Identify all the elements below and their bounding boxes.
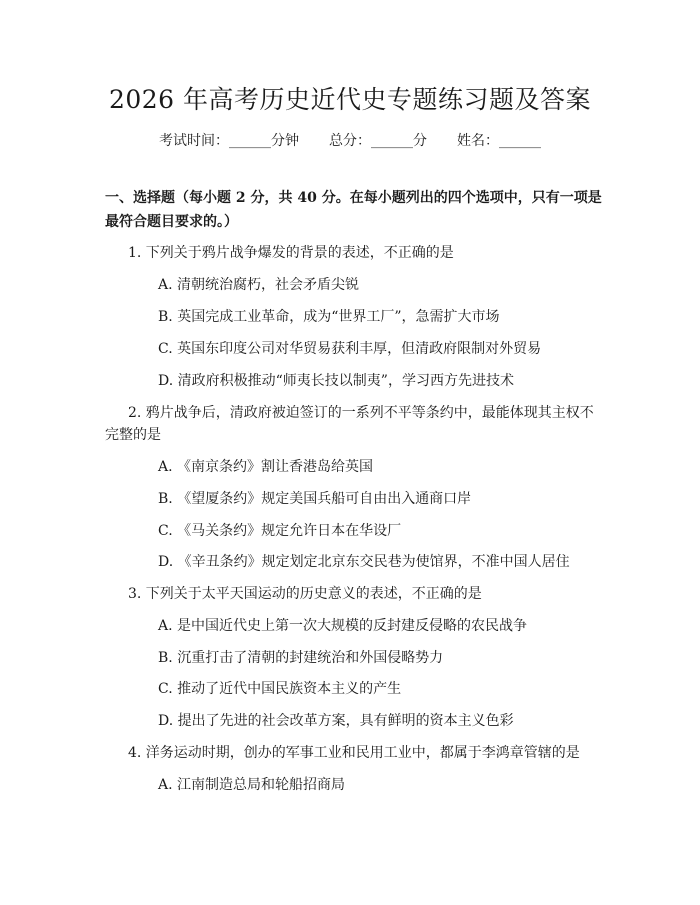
question-stem: 4. 洋务运动时期，创办的军事工业和民用工业中，都属于李鸿章管辖的是 xyxy=(128,745,580,761)
exam-time-field: 考试时间：______分钟 xyxy=(159,133,299,149)
question-option: A. 是中国近代史上第一次大规模的反封建反侵略的农民战争 xyxy=(158,618,528,634)
exam-meta xyxy=(0,130,700,152)
student-name-field: 姓名：______ xyxy=(457,133,541,149)
question-stem: 1. 下列关于鸦片战争爆发的背景的表述，不正确的是 xyxy=(128,245,454,261)
question-stem: 2. 鸦片战争后，清政府被迫签订的一系列不平等条约中，最能体现其主权不 xyxy=(128,405,594,421)
question-option: C. 英国东印度公司对华贸易获利丰厚，但清政府限制对外贸易 xyxy=(158,341,542,357)
question-stem: 3. 下列关于太平天国运动的历史意义的表述，不正确的是 xyxy=(128,586,482,602)
question-option: A. 清朝统治腐朽，社会矛盾尖锐 xyxy=(158,277,360,293)
document-title: 2026 年高考历史近代史专题练习题及答案 xyxy=(108,85,592,114)
question-option: C. 《马关条约》规定允许日本在华设厂 xyxy=(158,523,402,539)
question-option: B. 英国完成工业革命，成为“世界工厂”，急需扩大市场 xyxy=(158,309,500,325)
question-option: B. 沉重打击了清朝的封建统治和外国侵略势力 xyxy=(158,650,444,666)
question-option: D. 《辛丑条约》规定划定北京东交民巷为使馆界，不准中国人居住 xyxy=(158,554,570,570)
question-option: B. 《望厦条约》规定美国兵船可自由出入通商口岸 xyxy=(158,491,472,507)
question-stem-continued: 完整的是 xyxy=(105,427,161,443)
total-score-field: 总分：______分 xyxy=(329,133,427,149)
question-option: C. 推动了近代中国民族资本主义的产生 xyxy=(158,681,402,697)
question-option: A. 《南京条约》割让香港岛给英国 xyxy=(158,459,374,475)
question-option: D. 提出了先进的社会改革方案，具有鲜明的资本主义色彩 xyxy=(158,713,514,729)
section-heading: 一、选择题（每小题 2 分，共 40 分。在每小题列出的四个选项中，只有一项是最符合题目要求的。） xyxy=(105,190,602,230)
question-option: D. 清政府积极推动“师夷长技以制夷”，学习西方先进技术 xyxy=(158,373,514,389)
question-option: A. 江南制造总局和轮船招商局 xyxy=(158,777,346,793)
